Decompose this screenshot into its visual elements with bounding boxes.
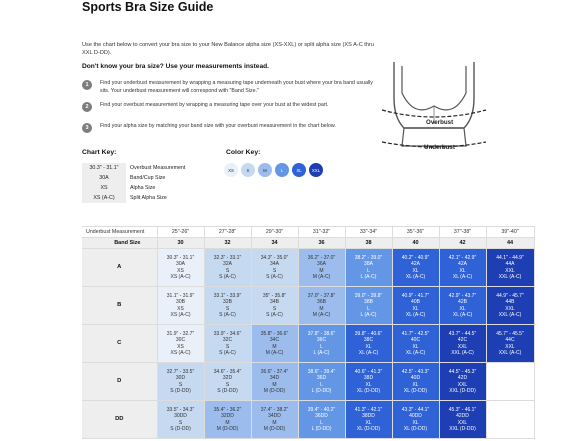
size-cell (392, 249, 439, 287)
band-cup-size: 32D (222, 375, 233, 382)
band-size: 32 (204, 238, 251, 249)
alpha-size: S (225, 343, 230, 350)
step-2 (82, 102, 376, 112)
overbust-range: 43.3" - 44.1" (401, 407, 430, 414)
overbust-range: 31.9" - 32.7" (166, 331, 195, 338)
underbust-range: 29"-30" (251, 227, 298, 238)
overbust-range: 39.8" - 40.6" (354, 331, 383, 338)
sports-bra-measurement-figure (374, 58, 494, 158)
size-cell (486, 287, 534, 325)
band-cup-size: 30D (175, 375, 186, 382)
overbust-range: 40.6" - 41.3" (354, 369, 383, 376)
size-cell (204, 287, 251, 325)
cup-row-c (82, 325, 534, 363)
size-cell (439, 325, 486, 363)
measurement-question: Don't know your bra size? Use your measurements instead. (82, 63, 269, 70)
band-cup-size: 36D (316, 375, 327, 382)
size-cell (298, 363, 345, 401)
alpha-size: S (225, 381, 230, 388)
alpha-size: M (225, 419, 230, 426)
overbust-range: 36.6" - 37.4" (260, 369, 289, 376)
split-alpha-size: XL (D-DD) (356, 425, 381, 432)
step-number-badge: 2 (82, 102, 92, 112)
alpha-size: S (225, 267, 230, 274)
band-cup-size: 36B (317, 299, 326, 306)
alpha-size: XL (412, 343, 419, 350)
split-alpha-size: XXL (A-C) (498, 311, 522, 318)
split-alpha-size: XXL (A-C) (498, 349, 522, 356)
split-alpha-size: XL (D-DD) (403, 425, 428, 432)
overbust-range: 42.1" - 42.9" (448, 255, 477, 262)
cup-size-label: A (82, 249, 157, 287)
split-alpha-size: L (A-C) (360, 273, 377, 280)
alpha-size: S (178, 419, 183, 426)
band-size-header-row (82, 238, 534, 249)
cup-row-a (82, 249, 534, 287)
size-cell (157, 325, 204, 363)
overbust-range: 35.4" - 36.2" (213, 407, 242, 414)
split-alpha-size: XL (A-C) (452, 273, 473, 280)
color-key-swatches (224, 163, 326, 177)
empty-cell (486, 401, 534, 439)
split-alpha-size: S (D-DD) (170, 425, 191, 432)
alpha-size: XXL (505, 305, 515, 312)
size-cell (392, 325, 439, 363)
split-alpha-size: M (A-C) (265, 349, 284, 356)
band-cup-size: 38C (363, 337, 374, 344)
size-cell (157, 249, 204, 287)
split-alpha-size: XS (A-C) (170, 311, 191, 318)
band-size: 34 (251, 238, 298, 249)
alpha-size: XXL (457, 381, 468, 388)
overbust-range: 44.9" - 45.7" (496, 293, 524, 300)
band-cup-size: 42A (411, 261, 420, 268)
underbust-range: 35"-36" (392, 227, 439, 238)
size-cell (204, 325, 251, 363)
alpha-size: XS (177, 343, 184, 350)
overbust-range: 32.3" - 33.1" (213, 255, 242, 262)
color-swatch-m: M (258, 163, 272, 177)
split-alpha-size: M (D-DD) (263, 425, 286, 432)
color-swatch-xxl: XXL (309, 163, 323, 177)
split-alpha-size: XL (A-C) (358, 349, 379, 356)
underbust-header-label: Underbust Measurement (82, 227, 157, 238)
band-cup-size: 32DD (221, 413, 234, 420)
overbust-range: 33.1" - 33.9" (213, 293, 242, 300)
intro-text: Use the chart below to convert your bra size to your New Balance alpha size (XS-XXL) or split alpha size (XS A-C thru XXL D-DD). (82, 42, 374, 56)
chart-key-label: Split Alpha Size (130, 195, 167, 201)
overbust-range: 37.4" - 38.2" (260, 407, 289, 414)
overbust-range: 36.2" - 37.0" (307, 255, 336, 262)
underbust-range: 25"-26" (157, 227, 204, 238)
alpha-size: S (272, 267, 277, 274)
color-swatch-xs: XS (224, 163, 238, 177)
band-cup-size: 44C (505, 337, 515, 344)
band-cup-size: 42A (458, 261, 467, 268)
size-cell (157, 363, 204, 401)
size-cell (392, 287, 439, 325)
chart-key-sample-split-alpha: XS (A-C) (93, 195, 115, 201)
chart-key-sample-band-cup: 30A (99, 175, 109, 181)
alpha-size: L (367, 305, 370, 312)
band-cup-size: 30DD (174, 413, 187, 420)
alpha-size: M (319, 267, 324, 274)
size-cell (298, 249, 345, 287)
band-cup-size: 40D (410, 375, 421, 382)
step-text: Find your alpha size by matching your band size with your overbust measurement in the chart below. (100, 123, 336, 129)
split-alpha-size: M (D-DD) (216, 425, 239, 432)
size-cell (486, 249, 534, 287)
size-cell (345, 363, 392, 401)
split-alpha-size: XXL (D-DD) (449, 425, 476, 432)
band-cup-size: 42B (458, 299, 467, 306)
color-swatch-xl: XL (292, 163, 306, 177)
step-number-badge: 3 (82, 123, 92, 133)
underbust-header-row (82, 227, 534, 238)
overbust-range: 35" - 35.8" (262, 293, 287, 300)
alpha-size: XL (365, 343, 372, 350)
split-alpha-size: L (A-C) (360, 311, 377, 318)
split-alpha-size: XL (A-C) (405, 311, 426, 318)
split-alpha-size: XL (D-DD) (403, 387, 428, 394)
cup-size-label: D (82, 363, 157, 401)
overbust-label: Overbust (426, 119, 454, 126)
cup-size-label: C (82, 325, 157, 363)
underbust-label: Underbust (424, 144, 455, 151)
band-size: 38 (345, 238, 392, 249)
band-cup-size: 38D (363, 375, 374, 382)
size-cell (298, 401, 345, 439)
alpha-size: M (272, 419, 277, 426)
band-cup-size: 38A (364, 261, 373, 268)
band-size: 40 (392, 238, 439, 249)
band-size: 42 (439, 238, 486, 249)
alpha-size: XL (459, 305, 466, 312)
alpha-size: XL (459, 267, 466, 274)
size-cell (486, 325, 534, 363)
split-alpha-size: S (A-C) (266, 273, 283, 280)
size-cell (204, 363, 251, 401)
overbust-range: 40.2" - 40.9" (401, 255, 430, 262)
band-cup-size: 38DD (362, 413, 375, 420)
page-title: Sports Bra Size Guide (82, 0, 214, 14)
band-cup-size: 30B (176, 299, 185, 306)
alpha-size: L (320, 381, 323, 388)
split-alpha-size: S (A-C) (219, 273, 236, 280)
band-cup-size: 40DD (409, 413, 422, 420)
size-cell (157, 287, 204, 325)
alpha-size: XL (412, 267, 419, 274)
overbust-range: 35.8" - 36.6" (260, 331, 289, 338)
size-cell (392, 363, 439, 401)
band-cup-size: 32B (223, 299, 232, 306)
alpha-size: XL (412, 419, 419, 426)
cup-size-label: B (82, 287, 157, 325)
overbust-range: 45.3" - 46.1" (448, 407, 477, 414)
size-chart-table (82, 226, 535, 439)
alpha-size: M (272, 343, 277, 350)
alpha-size: L (367, 267, 370, 274)
split-alpha-size: M (D-DD) (263, 387, 286, 394)
underbust-range: 27"-28" (204, 227, 251, 238)
split-alpha-size: M (A-C) (312, 273, 331, 280)
overbust-range: 34.3" - 35.0" (260, 255, 289, 262)
overbust-range: 42.5" - 43.3" (401, 369, 430, 376)
chart-key-label: Band/Cup Size (130, 175, 166, 181)
chart-key-label: Overbust Measurement (130, 165, 186, 171)
step-text: Find your underbust measurement by wrapping a measuring tape underneath your bust where your bra band usually sits. Your underbust measurement will correspond with "Band Size." (100, 80, 373, 94)
size-cell (251, 325, 298, 363)
size-cell (345, 249, 392, 287)
alpha-size: L (320, 419, 323, 426)
overbust-range: 38.6" - 39.4" (307, 369, 336, 376)
step-number-badge: 1 (82, 80, 92, 90)
chart-key-sample-overbust: 30.3" - 31.1" (89, 165, 119, 171)
underbust-range: 39"-40" (486, 227, 534, 238)
overbust-range: 45.7" - 45.5" (496, 331, 524, 338)
overbust-range: 31.1" - 31.9" (166, 293, 195, 300)
underbust-range: 37"-38" (439, 227, 486, 238)
band-cup-size: 30A (176, 261, 185, 268)
split-alpha-size: XXL (A-C) (498, 273, 522, 280)
overbust-range: 37.0" - 37.8" (307, 293, 336, 300)
cup-row-d (82, 363, 534, 401)
overbust-range: 34.6" - 35.4" (213, 369, 242, 376)
step-text: Find your overbust measurement by wrapping a measuring tape over your bust at the widest part. (100, 102, 329, 108)
alpha-size: XS (177, 267, 184, 274)
color-swatch-l: L (275, 163, 289, 177)
overbust-range: 42.9" - 43.7" (448, 293, 477, 300)
band-cup-size: 34C (269, 337, 280, 344)
band-cup-size: 30C (175, 337, 186, 344)
split-alpha-size: XL (A-C) (405, 273, 426, 280)
overbust-range: 33.9" - 34.6" (213, 331, 242, 338)
band-cup-size: 38B (364, 299, 373, 306)
color-swatch-s: S (241, 163, 255, 177)
overbust-range: 44.1" - 44.9" (496, 255, 524, 262)
size-cell (298, 287, 345, 325)
chart-key-label: Alpha Size (130, 185, 156, 191)
band-cup-size: 42DD (456, 413, 469, 420)
overbust-range: 44.5" - 45.3" (448, 369, 477, 376)
size-cell (439, 287, 486, 325)
size-cell (251, 287, 298, 325)
overbust-range: 30.3" - 31.1" (166, 255, 195, 262)
split-alpha-size: XL (A-C) (452, 311, 473, 318)
overbust-range: 37.8" - 38.6" (307, 331, 336, 338)
split-alpha-size: S (A-C) (219, 311, 236, 318)
alpha-size: S (272, 305, 277, 312)
overbust-range: 41.7" - 42.5" (401, 331, 430, 338)
split-alpha-size: XXL (D-DD) (449, 387, 476, 394)
overbust-range: 32.7" - 33.5" (166, 369, 195, 376)
size-cell (157, 401, 204, 439)
band-cup-size: 44B (505, 299, 515, 306)
split-alpha-size: S (D-DD) (217, 387, 238, 394)
size-cell (251, 363, 298, 401)
band-size-header-label: Band Size (82, 238, 157, 249)
band-cup-size: 36C (316, 337, 327, 344)
alpha-size: XL (412, 381, 419, 388)
split-alpha-size: XS (A-C) (170, 273, 191, 280)
alpha-size: XS (177, 305, 184, 312)
split-alpha-size: XL (A-C) (405, 349, 426, 356)
band-cup-size: 34DD (268, 413, 281, 420)
band-cup-size: 32A (223, 261, 232, 268)
band-cup-size: 42D (457, 375, 468, 382)
alpha-size: XL (412, 305, 419, 312)
alpha-size: M (319, 305, 324, 312)
chart-key-sample-alpha: XS (100, 185, 108, 191)
band-cup-size: 44A (505, 261, 515, 268)
overbust-range: 38.2" - 39.0" (354, 255, 383, 262)
split-alpha-size: M (A-C) (312, 311, 331, 318)
size-cell (204, 249, 251, 287)
split-alpha-size: L (A-C) (313, 349, 330, 356)
size-cell (392, 401, 439, 439)
size-cell (345, 401, 392, 439)
cup-size-label: DD (82, 401, 157, 439)
size-cell (439, 401, 486, 439)
overbust-range: 41.3" - 42.1" (354, 407, 383, 414)
split-alpha-size: XS (A-C) (170, 349, 191, 356)
alpha-size: XXL (457, 419, 468, 426)
band-cup-size: 36DD (315, 413, 328, 420)
size-cell (204, 401, 251, 439)
step-1 (82, 80, 376, 95)
size-cell (251, 401, 298, 439)
band-cup-size: 40C (410, 337, 421, 344)
split-alpha-size: S (A-C) (219, 349, 236, 356)
cup-row-dd (82, 401, 534, 439)
split-alpha-size: S (D-DD) (170, 387, 191, 394)
split-alpha-size: S (A-C) (266, 311, 283, 318)
band-cup-size: 40B (411, 299, 420, 306)
split-alpha-size: L (D-DD) (311, 425, 332, 432)
band-cup-size: 34B (270, 299, 279, 306)
alpha-size: M (272, 381, 277, 388)
step-3 (82, 123, 376, 133)
band-cup-size: 34D (269, 375, 280, 382)
size-cell (298, 325, 345, 363)
chart-key-title: Chart Key: (82, 149, 117, 156)
alpha-size: XXL (505, 343, 515, 350)
overbust-range: 39.4" - 40.2" (307, 407, 336, 414)
color-key-title: Color Key: (226, 149, 261, 156)
size-cell (251, 249, 298, 287)
size-cell (439, 249, 486, 287)
alpha-size: S (225, 305, 230, 312)
alpha-size: XL (365, 381, 372, 388)
alpha-size: L (320, 343, 323, 350)
alpha-size: S (178, 381, 183, 388)
band-size: 44 (486, 238, 534, 249)
cup-row-b (82, 287, 534, 325)
overbust-range: 39.0" - 39.8" (354, 293, 383, 300)
overbust-range: 43.7" - 44.5" (448, 331, 477, 338)
chart-key-sample (82, 163, 126, 203)
alpha-size: XXL (457, 343, 468, 350)
band-cup-size: 36A (317, 261, 326, 268)
band-cup-size: 32C (222, 337, 233, 344)
overbust-range: 33.5" - 34.3" (166, 407, 195, 414)
empty-cell (486, 363, 534, 401)
overbust-range: 40.9" - 41.7" (401, 293, 430, 300)
band-cup-size: 42C (457, 337, 468, 344)
band-size: 30 (157, 238, 204, 249)
size-cell (439, 363, 486, 401)
band-cup-size: 34A (270, 261, 279, 268)
split-alpha-size: L (D-DD) (311, 387, 332, 394)
chart-key-labels (130, 163, 185, 203)
alpha-size: XXL (505, 267, 515, 274)
alpha-size: XL (365, 419, 372, 426)
split-alpha-size: XXL (A-C) (451, 349, 474, 356)
size-cell (345, 287, 392, 325)
band-size: 36 (298, 238, 345, 249)
size-cell (345, 325, 392, 363)
underbust-range: 31"-32" (298, 227, 345, 238)
underbust-range: 33"-34" (345, 227, 392, 238)
split-alpha-size: XL (D-DD) (356, 387, 381, 394)
